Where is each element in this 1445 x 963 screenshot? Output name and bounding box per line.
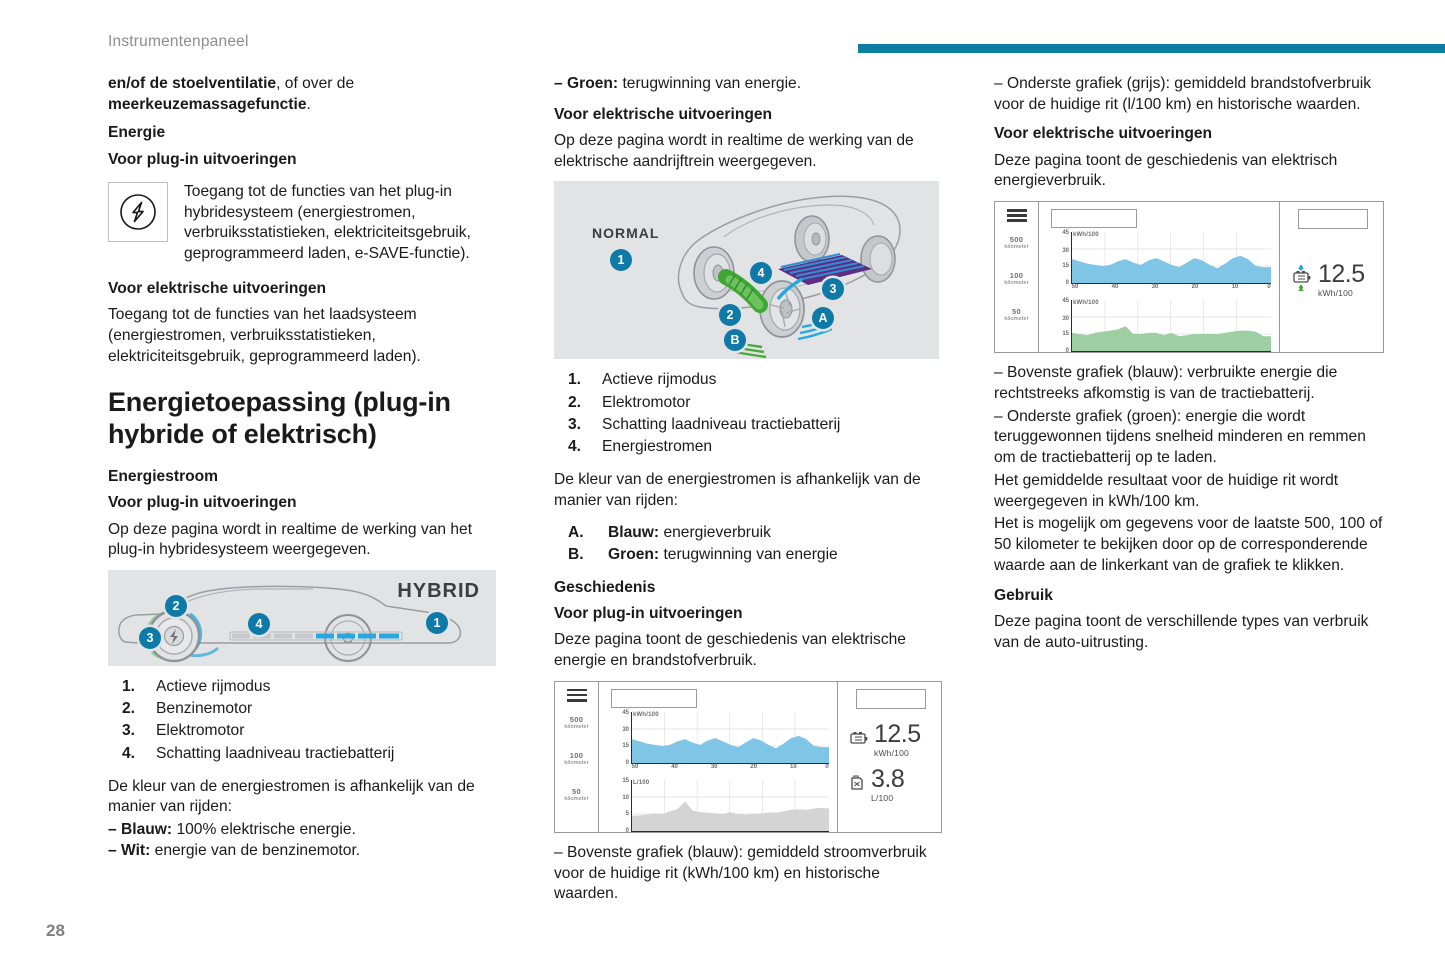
y-tick: 15: [1062, 263, 1069, 270]
callout-badge-2: 2: [719, 304, 741, 326]
elektrisch-text-2: Op deze pagina wordt in realtime de werking van de elektrische aandrijftrein weergegeven.: [554, 132, 914, 170]
dash-wit-rest: energie van de benzinemotor.: [150, 841, 361, 859]
dash-wit-bold: – Wit:: [108, 841, 151, 859]
intro-bold-2: meerkeuzemassagefunctie: [108, 95, 307, 113]
dashboard-charts-area: [599, 682, 837, 832]
bovenste-grafiek-text: – Bovenste grafiek (blauw): gemiddeld stroomverbruik voor de huidige rit (kWh/100 km) en historische waarden.: [554, 843, 927, 903]
chart-plot-area: [1071, 300, 1271, 352]
chart-hybrid-top: [607, 709, 829, 770]
dash-blauw: [108, 820, 510, 841]
y-tick: 15: [1062, 331, 1069, 338]
elektrisch-text-3: Deze pagina toont de geschiedenis van elektrisch energieverbruik.: [994, 151, 1338, 190]
heading-gebruik: Gebruik: [994, 586, 1053, 604]
list-label: [608, 544, 838, 566]
dash-groen-rest: terugwinning van energie.: [618, 75, 802, 92]
range-option-100[interactable]: [1004, 271, 1028, 286]
heading-voor-elektrische-1: Voor elektrische uitvoeringen: [108, 279, 327, 297]
color-name: Blauw:: [608, 523, 660, 541]
range-unit: kilometer: [1004, 243, 1029, 250]
column-left: [94, 74, 524, 934]
x-tick: 20: [1191, 284, 1199, 291]
list-marker: 2.: [568, 393, 582, 411]
readout-unit: kWh/100: [874, 747, 909, 758]
intro-paragraph: [108, 74, 510, 115]
x-tick: 30: [710, 763, 718, 770]
chart-unit-label: kWh/100: [1073, 300, 1099, 307]
bovenste-blauw-text: – Bovenste grafiek (blauw): verbruikte energie die rechtstreeks afkomstig is van de tractiebatterij.: [994, 364, 1338, 402]
list-item: [554, 522, 946, 544]
electric-callout-list: [554, 369, 946, 458]
x-tick: 10: [790, 763, 797, 770]
list-label: Schatting laadniveau tractiebatterij: [602, 415, 841, 433]
battery-icon: [850, 731, 868, 750]
list-item: [108, 676, 510, 698]
x-tick: 0: [1267, 284, 1271, 291]
dashboard-tab-field[interactable]: [1051, 209, 1137, 228]
callout-badge-3: 3: [822, 278, 844, 300]
list-label: Energiestromen: [602, 437, 713, 455]
dash-groen: [554, 74, 946, 95]
readout-tab-field[interactable]: [856, 689, 926, 709]
icon-note-block: [108, 182, 510, 265]
x-axis: [1071, 284, 1271, 293]
geschiedenis-text: Deze pagina toont de geschiedenis van elektrische energie en brandstofverbruik.: [554, 631, 906, 670]
list-marker: 3.: [122, 722, 136, 740]
range-option-50[interactable]: [564, 787, 588, 802]
list-label: Actieve rijmodus: [602, 371, 717, 389]
readout-value: 3.8: [871, 764, 905, 793]
electric-history-dashboard: [994, 201, 1384, 353]
y-tick: 15: [622, 777, 629, 784]
gemiddeld-text: Het gemiddelde resultaat voor de huidige rit wordt weergegeven in kWh/100 km.: [994, 471, 1339, 510]
readout-unit: L/100: [871, 792, 894, 803]
plugin-text: Op deze pagina wordt in realtime de werking van het plug-in hybridesysteem weergegeven.: [108, 520, 473, 559]
readout-value: 12.5: [874, 719, 921, 748]
readout-electric: [1288, 260, 1377, 299]
list-marker: A.: [568, 523, 584, 541]
list-marker: 2.: [122, 700, 136, 718]
page-columns: [0, 74, 1445, 934]
readout-tab-field[interactable]: [1298, 209, 1368, 229]
list-item: [108, 720, 510, 742]
heading-voor-plugin-3: Voor plug-in uitvoeringen: [554, 605, 743, 623]
x-tick: 40: [1111, 284, 1119, 291]
dashboard-readouts: [1279, 202, 1383, 352]
list-label: [608, 522, 771, 544]
kleur-text-1: De kleur van de energiestromen is afhankelijk van de manier van rijden:: [108, 777, 475, 816]
list-item: [554, 414, 946, 436]
list-label: Elektromotor: [602, 393, 691, 411]
y-tick: 5: [625, 810, 629, 817]
gebruik-text: Deze pagina toont de verschillende types van verbruik van de auto-uitrusting.: [994, 612, 1369, 651]
hamburger-menu-icon[interactable]: [567, 689, 587, 702]
x-tick: 40: [671, 763, 678, 770]
header-rule: [858, 44, 1445, 53]
chart-unit-label: kWh/100: [633, 711, 659, 718]
y-axis: [1047, 230, 1071, 287]
dashboard-charts-area: [1039, 202, 1279, 355]
kleur-text-2: De kleur van de energiestromen is afhankelijk van de manier van rijden:: [554, 471, 921, 509]
range-unit: kilometer: [1004, 315, 1029, 322]
y-tick: 45: [1062, 298, 1069, 305]
list-marker: 1.: [122, 678, 136, 696]
mogelijk-text: Het is mogelijk om gegevens voor de laatste 500, 100 of 50 kilometer te bekijken door op de corresponderende waarde aan de linkerkant van de grafiek te klikken.: [994, 515, 1383, 574]
list-label: Benzinemotor: [156, 700, 253, 718]
heading-voor-elektrische-3: Voor elektrische uitvoeringen: [994, 125, 1213, 143]
energy-flow-color-list: [554, 522, 946, 566]
section-title: Energietoepassing (plug-in hybride of elektrisch): [108, 387, 451, 450]
list-item: [554, 436, 946, 458]
heading-voor-plugin: Voor plug-in uitvoeringen: [108, 150, 297, 168]
chart-electric-top: [1047, 230, 1271, 291]
intro-rest-2: .: [306, 95, 311, 113]
heading-voor-plugin-2: Voor plug-in uitvoeringen: [108, 494, 297, 512]
color-desc: terugwinning van energie: [659, 545, 838, 563]
range-value: 100: [569, 750, 584, 760]
x-tick: 30: [1151, 284, 1159, 291]
list-marker: 4.: [122, 744, 136, 762]
callout-badge-4: 4: [248, 613, 270, 635]
y-tick: 0: [625, 827, 629, 834]
y-tick: 30: [622, 727, 629, 734]
dashboard-readouts: [837, 682, 941, 832]
column-right: [980, 74, 1400, 934]
readout-unit: kWh/100: [1318, 288, 1353, 299]
list-label: Actieve rijmodus: [156, 678, 271, 696]
y-tick: 45: [622, 709, 629, 716]
electric-iso-car-illustration: [554, 181, 939, 359]
y-tick: 0: [1065, 280, 1069, 287]
y-tick: 10: [622, 795, 629, 802]
callout-badge-3: 3: [139, 627, 161, 649]
heading-energie: Energie: [108, 124, 166, 142]
list-item: [108, 698, 510, 720]
range-value: 100: [1009, 270, 1024, 280]
range-unit: kilometer: [564, 759, 589, 766]
chart-plot-area: [1071, 232, 1271, 284]
list-marker: 4.: [568, 437, 582, 455]
range-option-100[interactable]: [564, 751, 588, 766]
range-option-500[interactable]: [1004, 235, 1028, 250]
chart-hybrid-bottom: [607, 777, 829, 834]
dashboard-rail: [555, 682, 599, 832]
range-value: 500: [1009, 234, 1024, 244]
dashboard-tab-field[interactable]: [611, 689, 697, 708]
column-middle: [540, 74, 960, 934]
readout-fuel: [846, 764, 935, 803]
x-tick: 20: [750, 763, 758, 770]
x-axis: [631, 764, 829, 773]
list-label: Schatting laadniveau tractiebatterij: [156, 744, 395, 762]
list-marker: 3.: [568, 415, 582, 433]
x-tick: 50: [631, 763, 639, 770]
chart-plot-area: [631, 712, 829, 764]
callout-badge-1: 1: [426, 612, 448, 634]
list-item: [108, 743, 510, 765]
lightning-bolt-circle-icon: [108, 182, 168, 242]
dash-blauw-rest: 100% elektrische energie.: [172, 821, 356, 839]
y-axis: [607, 709, 631, 766]
y-axis: [607, 777, 631, 834]
list-marker: B.: [568, 545, 584, 563]
range-option-50[interactable]: [1004, 307, 1028, 322]
y-tick: 0: [625, 759, 629, 766]
list-label: Elektromotor: [156, 722, 245, 740]
intro-rest-1: , of over de: [276, 75, 355, 92]
dash-groen-bold: – Groen:: [554, 75, 619, 92]
page-number: 28: [46, 921, 65, 940]
list-item: [554, 544, 946, 566]
dash-blauw-bold: – Blauw:: [108, 821, 173, 839]
callout-badge-2: 2: [165, 595, 187, 617]
heading-energiestroom: Energiestroom: [108, 468, 219, 486]
list-item: [554, 392, 946, 414]
color-name: Groen:: [608, 545, 660, 563]
range-unit: kilometer: [564, 795, 589, 802]
intro-bold-1: en/of de stoelventilatie: [108, 75, 277, 92]
callout-badge-b: B: [724, 329, 746, 351]
x-tick: 50: [1071, 284, 1079, 291]
fuel-can-icon: [850, 775, 865, 796]
chapter-title: Instrumentenpaneel: [108, 33, 249, 50]
hybrid-callout-list: [108, 676, 510, 765]
page-header: [0, 0, 1445, 62]
heading-voor-elektrische-2: Voor elektrische uitvoeringen: [554, 105, 773, 123]
range-value: 500: [569, 714, 584, 724]
onderste-grijs-text: – Onderste grafiek (grijs): gemiddeld brandstofverbruik voor de huidige rit (l/100 km) en historische waarden.: [994, 75, 1372, 113]
hybrid-mode-label: HYBRID: [397, 580, 480, 603]
y-tick: 15: [622, 742, 629, 749]
hybrid-side-car-illustration: [108, 570, 496, 666]
y-tick: 30: [1062, 247, 1069, 254]
range-value: 50: [1012, 306, 1021, 316]
drive-mode-label: NORMAL: [592, 225, 660, 242]
y-axis: [1047, 298, 1071, 355]
onderste-groen-text: – Onderste grafiek (groen): energie die wordt teruggewonnen tijdens snelheid minderen en remmen om de tractiebatterij op te laden.: [994, 407, 1366, 467]
chart-plot-area: [631, 780, 829, 832]
callout-badge-4: 4: [750, 262, 772, 284]
callout-badge-1: 1: [610, 249, 632, 271]
range-option-500[interactable]: [564, 715, 588, 730]
x-tick: 10: [1231, 284, 1239, 291]
list-item: [554, 369, 946, 391]
icon-note-text: Toegang tot de functies van het plug-in hybridesysteem (energiestromen, verbruiksstatistieken, elektriciteitsgebruik, geprogrammeerd laden, e-SAVE-functie).: [184, 183, 471, 263]
y-tick: 0: [1065, 348, 1069, 355]
range-unit: kilometer: [564, 723, 589, 730]
battery-charging-icon: [1292, 265, 1312, 296]
y-tick: 45: [1062, 230, 1069, 237]
chart-electric-bottom: [1047, 298, 1271, 355]
dashboard-rail: [995, 202, 1039, 352]
heading-geschiedenis: Geschiedenis: [554, 578, 656, 596]
callout-badge-a: A: [812, 307, 834, 329]
readout-value: 12.5: [1318, 260, 1365, 289]
range-unit: kilometer: [1004, 279, 1029, 286]
color-desc: energieverbruik: [659, 523, 771, 541]
x-tick: 0: [825, 763, 829, 770]
readout-electric: [846, 719, 935, 758]
dash-wit: [108, 841, 510, 862]
range-value: 50: [572, 786, 581, 796]
chart-unit-label: L/100: [633, 779, 650, 786]
hybrid-history-dashboard: [554, 681, 942, 833]
hamburger-menu-icon[interactable]: [1007, 209, 1027, 222]
elektrisch-text-1: Toegang tot de functies van het laadsysteem (energiestromen, verbruiksstatistieken, elektriciteitsgebruik, geprogrammeerd laden).: [108, 306, 421, 365]
list-marker: 1.: [568, 371, 582, 389]
chart-unit-label: kWh/100: [1073, 232, 1099, 239]
y-tick: 30: [1062, 315, 1069, 322]
